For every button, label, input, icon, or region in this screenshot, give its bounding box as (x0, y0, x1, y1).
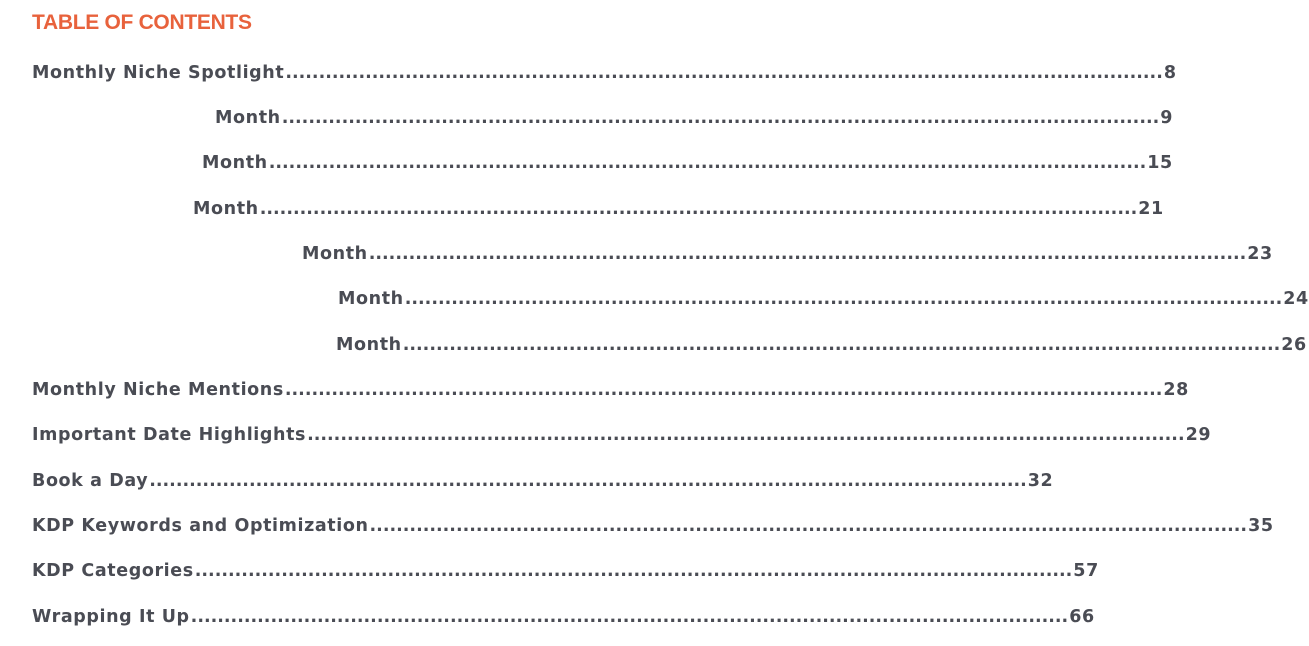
toc-entry-label: KDP Keywords and Optimization (32, 516, 369, 536)
toc-page-number: 15 (1147, 153, 1173, 173)
toc-page-number: 35 (1248, 516, 1274, 536)
toc-dot-leader: .................................................................................................................................... (284, 380, 1163, 400)
toc-entry-label: Month (336, 335, 402, 355)
toc-entry-label: Month (302, 244, 368, 264)
toc-dot-leader: .................................................................................................................................... (149, 471, 1027, 491)
toc-dot-leader: .................................................................................................................................... (194, 561, 1073, 581)
toc-page-number: 57 (1073, 561, 1099, 581)
toc-entry-book-a-day[interactable] (32, 468, 1054, 494)
toc-page-number: 24 (1283, 289, 1309, 309)
toc-dot-leader: .................................................................................................................................... (369, 516, 1248, 536)
toc-page-number: 28 (1163, 380, 1189, 400)
toc-dot-leader: .................................................................................................................................... (285, 63, 1163, 83)
toc-entry-label: Monthly Niche Spotlight (32, 63, 285, 83)
toc-page-number: 8 (1163, 63, 1177, 83)
toc-dot-leader: .................................................................................................................................... (190, 607, 1069, 627)
toc-entry-monthly-niche-mentions[interactable] (32, 377, 1189, 403)
toc-entry-label: Wrapping It Up (32, 607, 190, 627)
toc-entry-label: Book a Day (32, 471, 149, 491)
toc-entry-monthly-niche-spotlight[interactable] (32, 60, 1177, 86)
toc-dot-leader: .................................................................................................................................... (307, 425, 1185, 445)
toc-entry-label: Important Date Highlights (32, 425, 307, 445)
toc-entry-label: Month (193, 199, 259, 219)
toc-page-number: 26 (1281, 335, 1307, 355)
toc-entry-month[interactable] (336, 332, 1307, 358)
toc-entry-label: Month (202, 153, 268, 173)
toc-entry-month[interactable] (202, 150, 1173, 176)
toc-page-number: 32 (1027, 471, 1054, 491)
toc-dot-leader: .................................................................................................................................... (402, 335, 1281, 355)
toc-dot-leader: .................................................................................................................................... (281, 108, 1160, 128)
toc-entry-kdp-keywords[interactable] (32, 513, 1274, 539)
toc-dot-leader: .................................................................................................................................... (268, 153, 1147, 173)
toc-entry-month[interactable] (338, 286, 1309, 312)
toc-page-number: 9 (1160, 108, 1174, 128)
toc-dot-leader: .................................................................................................................................... (404, 289, 1283, 309)
toc-page-number: 23 (1247, 244, 1273, 264)
toc-entry-wrapping-it-up[interactable] (32, 604, 1095, 630)
toc-page-number: 21 (1138, 199, 1164, 219)
toc-entry-month[interactable] (215, 105, 1174, 131)
toc-entry-kdp-categories[interactable] (32, 558, 1099, 584)
toc-entry-month[interactable] (302, 241, 1273, 267)
toc-entry-label: KDP Categories (32, 561, 194, 581)
toc-entry-month[interactable] (193, 196, 1164, 222)
toc-entry-label: Month (338, 289, 404, 309)
toc-entry-label: Monthly Niche Mentions (32, 380, 284, 400)
toc-entry-important-date-highlights[interactable] (32, 422, 1212, 448)
toc-page-number: 29 (1185, 425, 1212, 445)
toc-dot-leader: .................................................................................................................................... (368, 244, 1247, 264)
toc-page-number: 66 (1069, 607, 1095, 627)
toc-title: TABLE OF CONTENTS (32, 11, 252, 34)
toc-dot-leader: .................................................................................................................................... (259, 199, 1138, 219)
toc-entry-label: Month (215, 108, 281, 128)
